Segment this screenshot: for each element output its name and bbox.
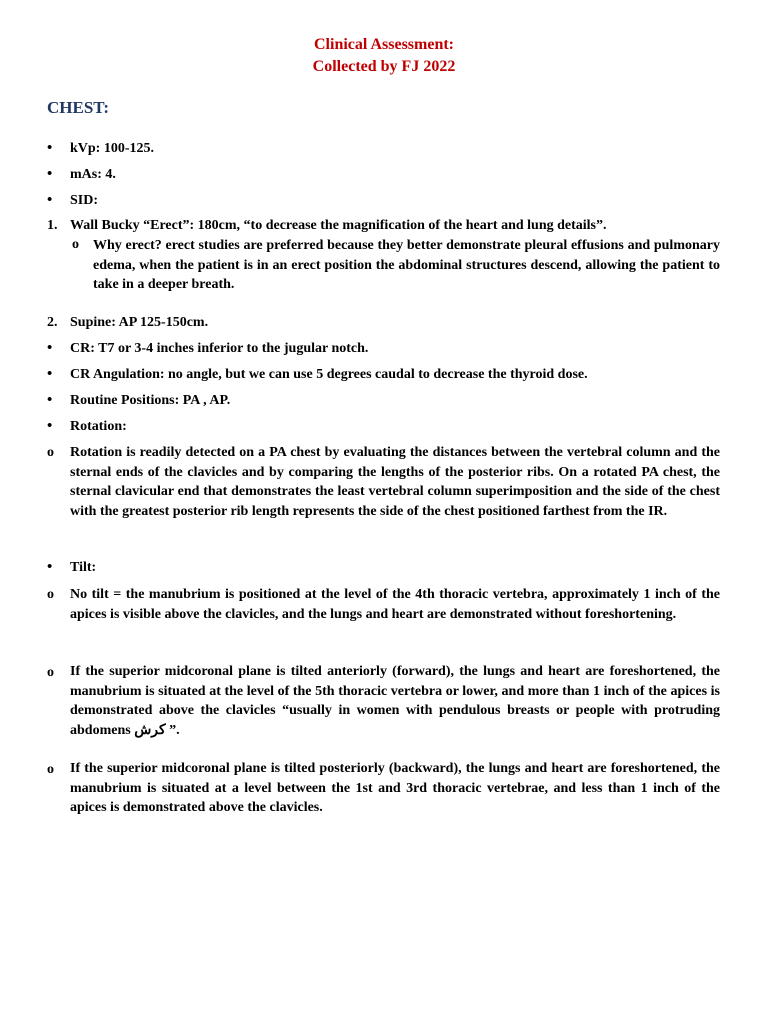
- bullet-marker: •: [47, 140, 53, 156]
- document-title: Clinical Assessment:: [314, 36, 454, 53]
- sub-marker: o: [47, 587, 54, 602]
- item-supine: Supine: AP 125-150cm.: [70, 315, 209, 330]
- item-sid: SID:: [70, 193, 99, 208]
- bullet-marker: •: [47, 166, 53, 182]
- number-marker-2: 2.: [47, 315, 58, 330]
- document-subtitle: Collected by FJ 2022: [312, 58, 456, 75]
- item-rotation-label: Rotation:: [70, 419, 127, 434]
- item-tilt-posterior: If the superior midcoronal plane is tilted posteriorly (backward), the lungs and heart are foreshortened, the manubrium is situated at a level between the 1st and 3rd thoracic vertebrae, and less than 1 inch of the apices is demonstrated above the clavicles.: [70, 761, 720, 815]
- bullet-marker: •: [47, 340, 53, 356]
- bullet-marker: •: [47, 366, 53, 382]
- sub-marker: o: [47, 762, 54, 777]
- item-tilt-label: Tilt:: [70, 560, 97, 575]
- bullet-marker: •: [47, 192, 53, 208]
- item-kvp: kVp: 100-125.: [70, 141, 155, 156]
- item-cr: CR: T7 or 3-4 inches inferior to the jugular notch.: [70, 341, 369, 356]
- item-tilt-anterior: If the superior midcoronal plane is tilted anteriorly (forward), the lungs and heart are foreshortened, the manubrium is situated at the level of the 5th thoracic vertebra or lower, and more than 1 inch of the apices is demonstrated above the clavicles “usually in women with pendulous breasts or people with protruding abdomens كرش ”.: [70, 664, 720, 738]
- bullet-marker: •: [47, 418, 53, 434]
- bullet-marker: •: [47, 392, 53, 408]
- item-no-tilt: No tilt = the manubrium is positioned at the level of the 4th thoracic vertebra, approximately 1 inch of the apices is visible above the clavicles, and the lungs and heart are demonstrated without foreshortening.: [70, 587, 720, 622]
- item-wall-bucky: Wall Bucky “Erect”: 180cm, “to decrease the magnification of the heart and lung details”.: [70, 218, 607, 233]
- section-heading-chest: CHEST:: [47, 98, 110, 117]
- item-routine-positions: Routine Positions: PA , AP.: [70, 393, 231, 408]
- sub-marker: o: [47, 665, 54, 680]
- sub-marker: o: [47, 445, 54, 460]
- item-cr-angulation: CR Angulation: no angle, but we can use 5 degrees caudal to decrease the thyroid dose.: [70, 367, 588, 382]
- item-rotation-text: Rotation is readily detected on a PA chest by evaluating the distances between the vertebral column and the sternal ends of the clavicles and by comparing the lengths of the posterior ribs. On a rotated PA chest, the sternal clavicular end that demonstrates the least vertebral column superimposition and the side of the chest with the greatest posterior rib length represents the side of the chest positioned farthest from the IR.: [70, 445, 720, 519]
- sub-marker: o: [72, 237, 79, 252]
- item-mas: mAs: 4.: [70, 167, 116, 182]
- item-why-erect: Why erect? erect studies are preferred because they better demonstrate pleural effusions and pulmonary edema, when the patient is in an erect position the abdominal structures descend, allowing the patient to take in a deeper breath.: [93, 238, 720, 292]
- bullet-marker: •: [47, 559, 53, 575]
- number-marker-1: 1.: [47, 218, 58, 233]
